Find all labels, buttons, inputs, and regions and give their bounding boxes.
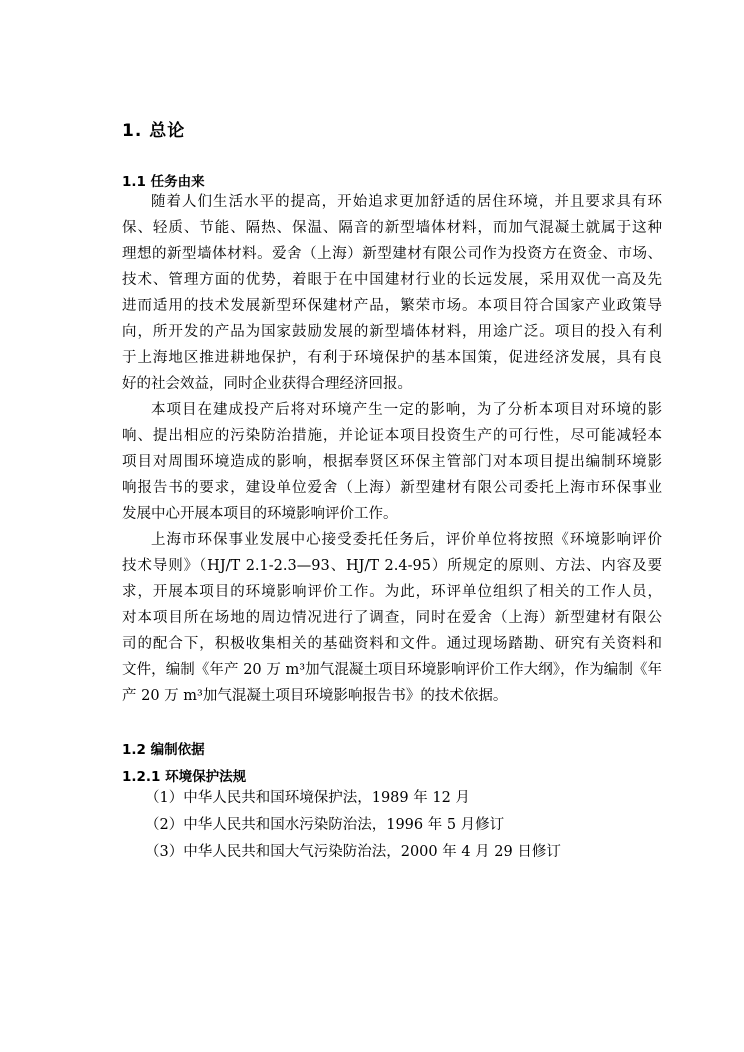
paragraph-line: 于上海地区推进耕地保护，有利于环境保护的基本国策，促进经济发展，具有良 bbox=[122, 350, 662, 366]
paragraph-line: 本项目在建成投产后将对环境产生一定的影响，为了分析本项目对环境的影 bbox=[151, 402, 662, 418]
law-item: （3）中华人民共和国大气污染防治法，2000 年 4 月 29 日修订 bbox=[145, 844, 561, 860]
paragraph-line: 司的配合下，积极收集相关的基础资料和文件。通过现场踏勘、研究有关资料和 bbox=[122, 636, 662, 652]
paragraph-line: 响报告书的要求，建设单位爱舍（上海）新型建材有限公司委托上海市环保事业 bbox=[122, 480, 662, 496]
paragraph-line: 好的社会效益，同时企业获得合理经济回报。 bbox=[122, 376, 412, 392]
law-item: （2）中华人民共和国水污染防治法，1996 年 5 月修订 bbox=[145, 817, 505, 833]
chapter-title: 1. 总论 bbox=[122, 121, 186, 141]
law-item: （1）中华人民共和国环境保护法，1989 年 12 月 bbox=[145, 790, 470, 806]
paragraph-line: 保、轻质、节能、隔热、保温、隔音的新型墙体材料，而加气混凝土就属于这种 bbox=[122, 220, 662, 236]
subsection-title-1-2-1: 1.2.1 环境保护法规 bbox=[122, 769, 247, 785]
paragraph-line: 随着人们生活水平的提高，开始追求更加舒适的居住环境，并且要求具有环 bbox=[151, 194, 662, 210]
section-title-1-1: 1.1 任务由来 bbox=[122, 174, 205, 190]
paragraph-line: 上海市环保事业发展中心接受委托任务后，评价单位将按照《环境影响评价 bbox=[151, 532, 662, 548]
section-title-1-2: 1.2 编制依据 bbox=[122, 742, 205, 758]
paragraph-line: 对本项目所在场地的周边情况进行了调查，同时在爱舍（上海）新型建材有限公 bbox=[122, 610, 662, 626]
paragraph-line: 向，所开发的产品为国家鼓励发展的新型墙体材料，用途广泛。项目的投入有利 bbox=[122, 324, 662, 340]
paragraph-line: 求，开展本项目的环境影响评价工作。为此，环评单位组织了相关的工作人员， bbox=[122, 584, 662, 600]
paragraph-line: 技术导则》（HJ/T 2.1-2.3—93、HJ/T 2.4-95）所规定的原则、方法、内容及要 bbox=[122, 558, 662, 574]
paragraph-line: 发展中心开展本项目的环境影响评价工作。 bbox=[122, 506, 398, 522]
paragraph-line: 项目对周围环境造成的影响，根据奉贤区环保主管部门对本项目提出编制环境影 bbox=[122, 454, 662, 470]
paragraph-line: 理想的新型墙体材料。爱舍（上海）新型建材有限公司作为投资方在资金、市场、 bbox=[122, 246, 662, 262]
paragraph-line: 响、提出相应的污染防治措施，并论证本项目投资生产的可行性，尽可能减轻本 bbox=[122, 428, 662, 444]
paragraph-line: 技术、管理方面的优势，着眼于在中国建材行业的长远发展，采用双优一高及先 bbox=[122, 272, 662, 288]
paragraph-line: 产 20 万 m³加气混凝土项目环境影响报告书》的技术依据。 bbox=[122, 688, 508, 704]
paragraph-line: 文件，编制《年产 20 万 m³加气混凝土项目环境影响评价工作大纲》，作为编制《年 bbox=[122, 662, 662, 678]
paragraph-line: 进而适用的技术发展新型环保建材产品，繁荣市场。本项目符合国家产业政策导 bbox=[122, 298, 662, 314]
